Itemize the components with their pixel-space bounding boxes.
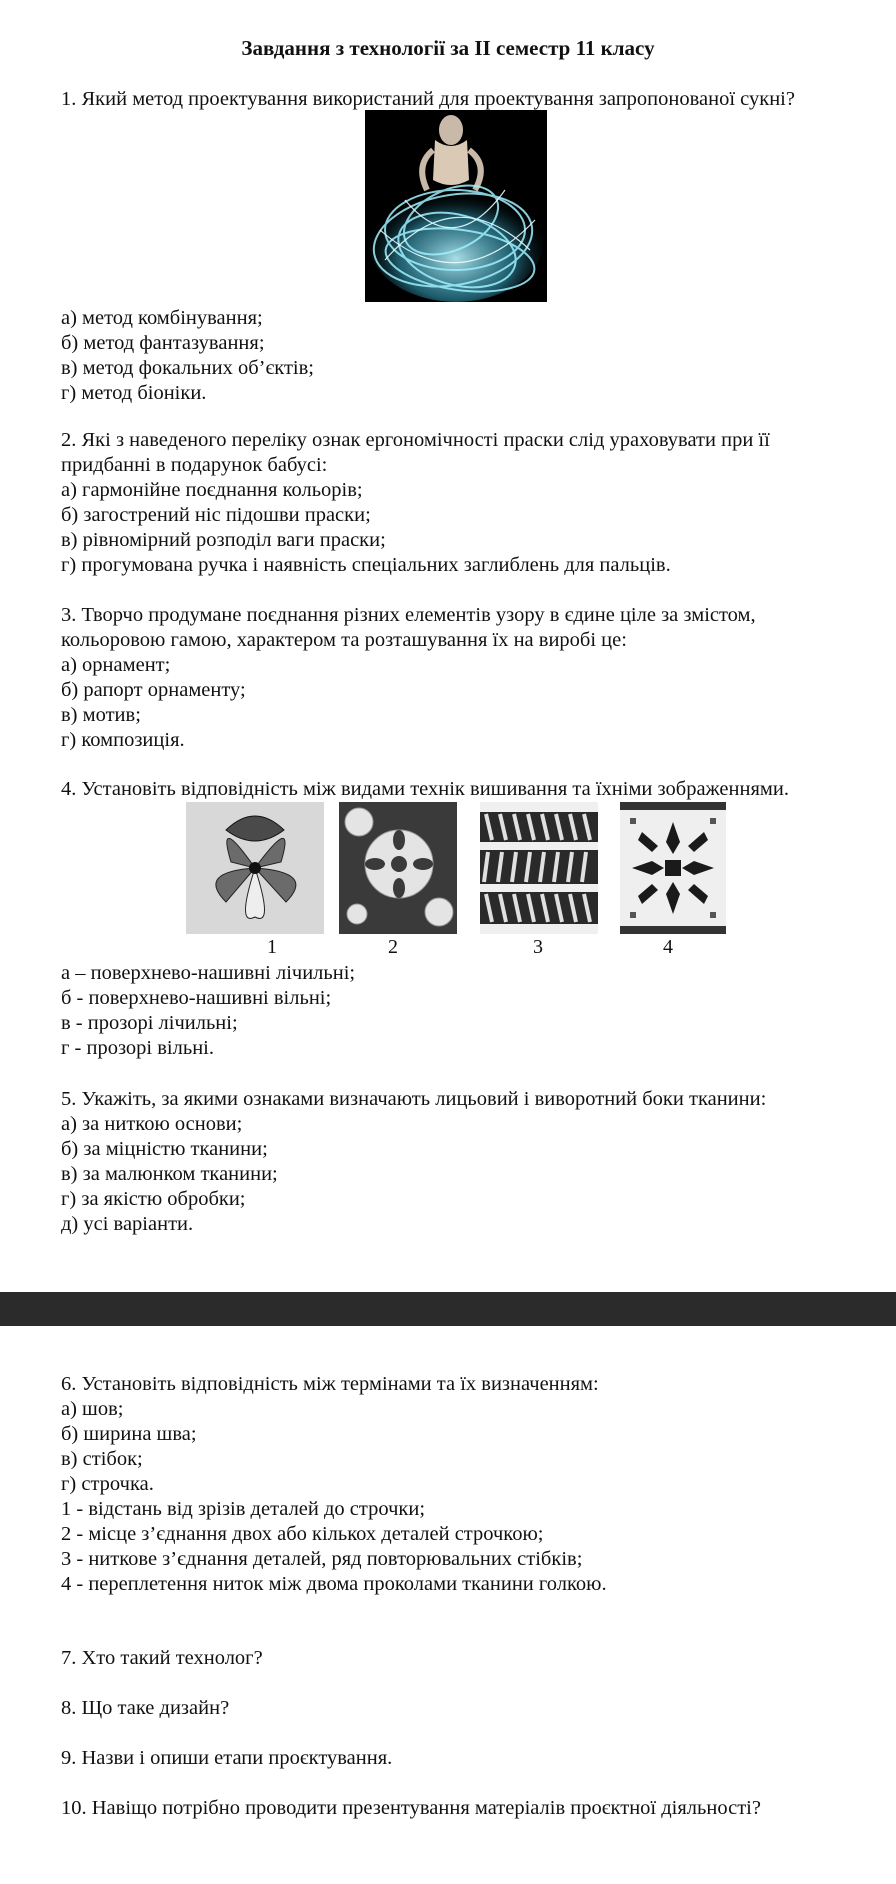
option: б) за міцністю тканини; [61,1138,268,1160]
question-8-text: 8. Що таке дизайн? [61,1697,230,1719]
question-5-text: 5. Укажіть, за якими ознаками визначають лицьовий і виворотний боки тканини: [61,1088,767,1110]
question-7 [61,1646,861,1671]
question-4-options [61,961,861,1061]
question-9-text: 9. Назви і опиши етапи проєктування. [61,1747,393,1769]
image-number: 3 [533,936,543,958]
option: а) орнамент; [61,654,171,676]
flower-embroidery [186,802,324,934]
question-3 [61,603,861,753]
option: б) загострений ніс підошви праски; [61,504,371,526]
question-2-text: придбанні в подарунок бабусі: [61,454,328,476]
term: г) строчка. [61,1473,154,1495]
image-number: 4 [663,936,673,958]
option: г) метод біоніки. [61,382,207,404]
question-4 [61,777,861,802]
glowing-dress-photo [365,110,547,302]
question-5 [61,1087,861,1237]
question-1 [61,87,861,112]
option: б) метод фантазування; [61,332,265,354]
question-6-text: 6. Установіть відповідність між термінами та їх визначенням: [61,1373,599,1395]
drawn-thread-embroidery [480,802,598,934]
embroidery-image-1 [186,802,324,934]
cutwork-embroidery [339,802,457,934]
definition: 1 - відстань від зрізів деталей до строчки; [61,1498,426,1520]
option: а) метод комбінування; [61,307,263,329]
question-2-text: 2. Які з наведеного переліку ознак ергономічності праски слід ураховувати при її [61,429,770,451]
image-number: 1 [267,936,277,958]
option: в) метод фокальних об’єктів; [61,357,314,379]
dress-illustration [365,110,547,302]
option: а) гармонійне поєднання кольорів; [61,479,363,501]
definition: 4 - переплетення ниток між двома проколами тканини голкою. [61,1573,607,1595]
question-3-text: 3. Творчо продумане поєднання різних елементів узору в єдине ціле за змістом, [61,604,756,626]
term: б) ширина шва; [61,1423,197,1445]
question-3-text: кольоровою гамою, характером та розташування їх на виробі це: [61,629,627,651]
option: г) композиція. [61,729,185,751]
question-6 [61,1372,861,1597]
question-4-text: 4. Установіть відповідність між видами технік вишивання та їхніми зображеннями. [61,778,789,800]
cross-stitch-embroidery [620,802,726,934]
term: а) шов; [61,1398,124,1420]
embroidery-image-2 [339,802,457,934]
option: г) за якістю обробки; [61,1188,246,1210]
option: б - поверхнево-нашивні вільні; [61,987,332,1009]
question-10 [61,1796,861,1821]
option: б) рапорт орнаменту; [61,679,246,701]
definition: 2 - місце з’єднання двох або кількох деталей строчкою; [61,1523,544,1545]
option: г - прозорі вільні. [61,1037,214,1059]
option: а) за ниткою основи; [61,1113,243,1135]
option: в) за малюнком тканини; [61,1163,278,1185]
option: г) прогумована ручка і наявність спеціальних заглиблень для пальців. [61,554,671,576]
question-8 [61,1696,861,1721]
option: в - прозорі лічильні; [61,1012,238,1034]
option: д) усі варіанти. [61,1213,194,1235]
question-2 [61,428,861,578]
option: в) рівномірний розподіл ваги праски; [61,529,386,551]
option: в) мотив; [61,704,141,726]
page-divider [0,1292,896,1326]
question-1-options [61,306,861,406]
question-9 [61,1746,861,1771]
question-1-text: 1. Який метод проектування використаний для проектування запропонованої сукні? [61,88,795,110]
embroidery-image-4 [620,802,726,934]
term: в) стібок; [61,1448,143,1470]
image-number: 2 [388,936,398,958]
option: а – поверхнево-нашивні лічильні; [61,962,356,984]
page-title: Завдання з технології за ІІ семестр 11 класу [241,36,655,60]
question-10-text: 10. Навіщо потрібно проводити презентування матеріалів проєктної діяльності? [61,1797,761,1819]
question-7-text: 7. Хто такий технолог? [61,1647,263,1669]
embroidery-image-3 [480,802,598,934]
definition: 3 - ниткове з’єднання деталей, ряд повторювальних стібків; [61,1548,583,1570]
